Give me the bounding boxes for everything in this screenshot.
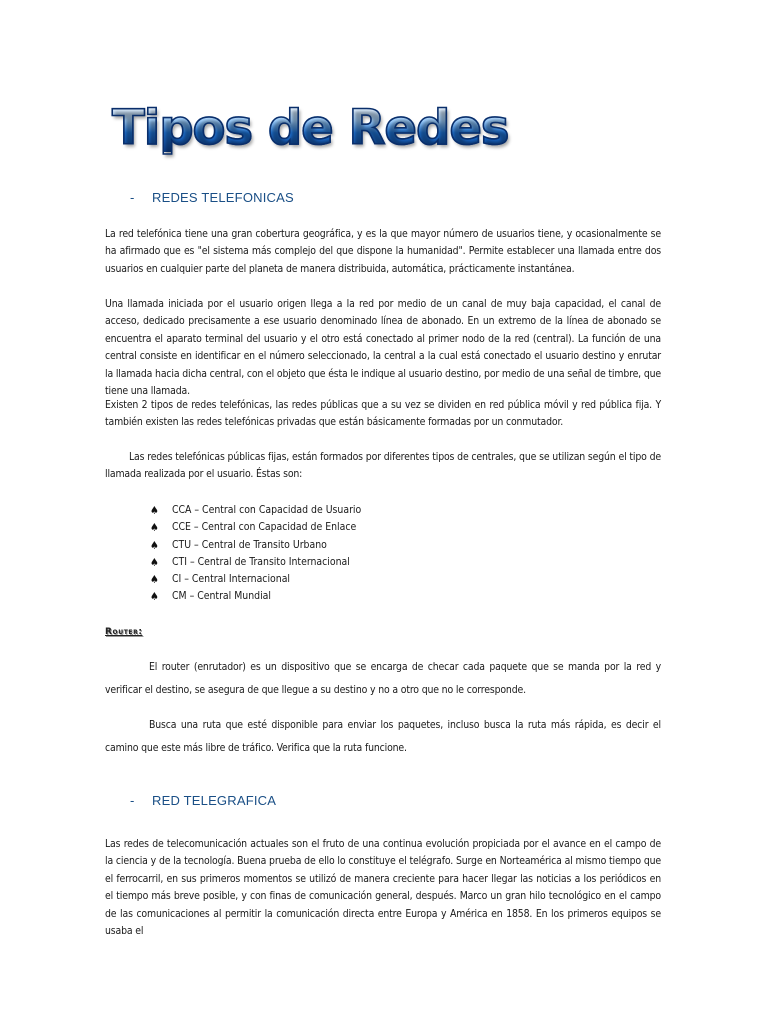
list-item: ♠ CI – Central Internacional — [150, 571, 361, 588]
paragraph-ruta: Busca una ruta que esté disponible para enviar los paquetes, incluso busca la ruta más rápida, es decir el camino que este más libre de tráfico. Verifica que la ruta funcione. — [105, 719, 661, 754]
list-item: ♠ CTU – Central de Transito Urbano — [150, 537, 361, 554]
paragraph-llamada: Una llamada iniciada por el usuario origen llega a la red por medio de un canal de muy baja capacidad, el canal de acceso, dedicado precisamente a ese usuario denominado línea de abonado. En un extremo de la línea de abonado se encuentra el aparato terminal del usuario y el otro está conectado al primer nodo de la red (central). La función de una central consiste en identificar en el número seleccionado, la central a la cual está conectado el usuario destino y enrutar la llamada hacia dicha central, con el objeto que ésta le indique al usuario destino, por medio de una señal de timbre, que tiene una llamada. — [105, 298, 661, 398]
section-heading-text: REDES TELEFONICAS — [152, 190, 294, 205]
section-heading-text: RED TELEGRAFICA — [152, 793, 277, 808]
router-label: Router: — [105, 627, 143, 637]
list-item: ♠ CCA – Central con Capacidad de Usuario — [150, 502, 361, 519]
paragraph-red-telefonica: La red telefónica tiene una gran cobertura geográfica, y es la que mayor número de usuarios tiene, y ocasionalmente se ha afirmado que es "el sistema más complejo del que dispone la humanidad". Permite establecer una llamada entre dos usuarios en cualquier parte del planeta de manera distribuida, automática, prácticamente instantánea. — [105, 228, 661, 275]
spade-icon: ♠ — [150, 504, 159, 517]
paragraph-tipos-redes: Existen 2 tipos de redes telefónicas, las redes públicas que a su vez se dividen en red pública móvil y red pública fija. Y también existen las redes telefónicas privadas que están básicamente formadas por un conmutador. — [105, 399, 661, 429]
spade-icon: ♠ — [150, 538, 159, 552]
section-heading-red-telegrafica — [130, 793, 276, 808]
paragraph-redes-publicas-fijas: Las redes telefónicas públicas fijas, están formados por diferentes tipos de centrales, que se utilizan según el tipo de llamada realizada por el usuario. Éstas son: — [105, 451, 661, 481]
page-title: Tipos de Redes — [112, 100, 509, 156]
section-heading-redes-telefonicas — [130, 190, 294, 205]
list-item: ♠ CM – Central Mundial — [150, 588, 361, 605]
spade-icon: ♠ — [150, 521, 159, 535]
section-bullet: - — [130, 190, 135, 205]
paragraph-router: El router (enrutador) es un dispositivo que se encarga de checar cada paquete que se manda por la red y verificar el destino, se asegura de que llegue a su destino y no a otro que no le corresponde. — [105, 661, 661, 696]
list-item: ♠ CCE – Central con Capacidad de Enlace — [150, 519, 361, 536]
centrales-list — [150, 502, 361, 606]
spade-icon: ♠ — [150, 555, 159, 569]
spade-icon: ♠ — [150, 573, 159, 587]
list-item: ♠ CTI – Central de Transito Internacional — [150, 554, 361, 571]
paragraph-telegrafo: Las redes de telecomunicación actuales son el fruto de una continua evolución propiciada por el avance en el campo de la ciencia y de la tecnología. Buena prueba de ello lo constituye el telégrafo. Surge en Norteamérica al mismo tiempo que el ferrocarril, en sus primeros momentos se utilizó de manera creciente para hacer llegar las noticias a los periódicos en el tiempo más breve posible, y con finas de comunicación general, después. Marco un gran hilo tecnológico en el campo de las comunicaciones al permitir la comunicación directa entre Europa y América en 1858. En los primeros equipos se usaba el — [105, 838, 661, 938]
spade-icon: ♠ — [150, 590, 159, 604]
section-bullet: - — [130, 793, 135, 808]
